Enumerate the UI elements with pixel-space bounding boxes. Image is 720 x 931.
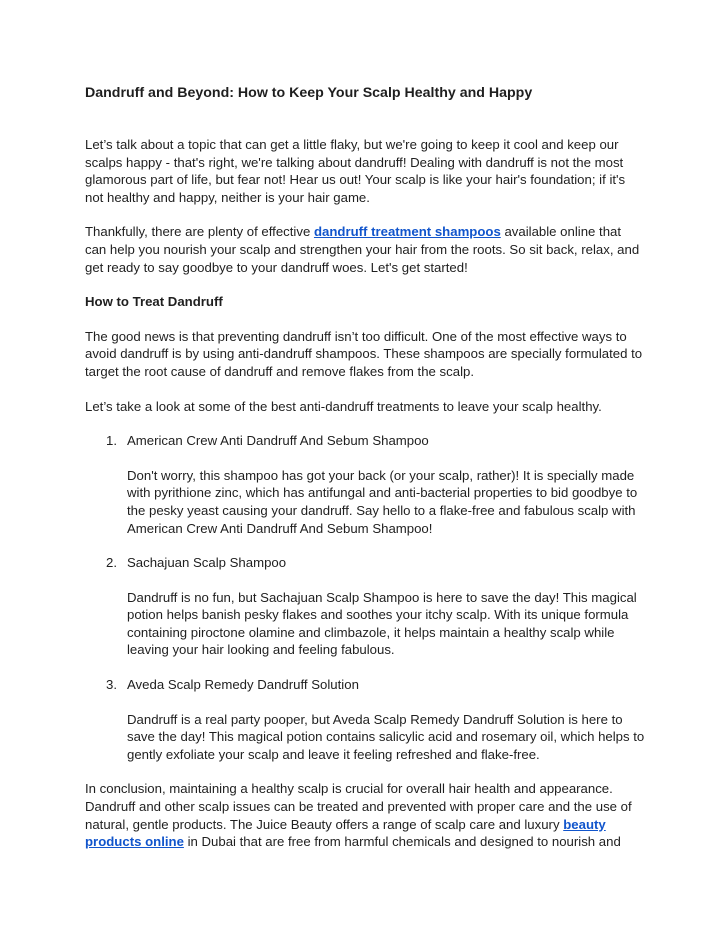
list-item: [85, 432, 645, 537]
list-item-title: American Crew Anti Dandruff And Sebum Shampoo: [127, 433, 429, 449]
list-item: [85, 676, 645, 763]
list-number: 1.: [106, 433, 117, 449]
dandruff-shampoos-link[interactable]: dandruff treatment shampoos: [313, 224, 501, 240]
document-page: [85, 84, 645, 868]
shampoo-text-after: available online that can help you nourish your scalp and strengthen your hair from the roots. So sit back, relax, and get ready to say goodbye to your dandruff woes. Let's get started!: [85, 224, 640, 275]
list-item-title: Sachajuan Scalp Shampoo: [127, 555, 287, 571]
intro-paragraph: Let’s talk about a topic that can get a little flaky, but we're going to keep it cool and keep our scalps happy - that's right, we're talking about dandruff! Dealing with dandruff is not the most glamorous part of life, but fear not! Hear us out! Your scalp is like your hair's foundation; if it's not healthy and happy, neither is your hair game.: [85, 137, 626, 205]
conclusion-text-before: In conclusion, maintaining a healthy scalp is crucial for overall hair health and appearance. Dandruff and other scalp issues can be treated and prevented with proper care and the use of natural, gentle products. The Juice Beauty offers a range of scalp care and luxury: [85, 781, 632, 832]
list-item-body: Don't worry, this shampoo has got your back (or your scalp, rather)! It is specially made with pyrithione zinc, which has antifungal and anti-bacterial properties to bid goodbye to the pesky yeast causing your dandruff. Say hello to a flake-free and fabulous scalp with American Crew Anti Dandruff And Sebum Shampoo!: [127, 467, 638, 536]
list-item: [85, 554, 645, 659]
document-title: Dandruff and Beyond: How to Keep Your Scalp Healthy and Happy: [85, 85, 533, 101]
prevention-paragraph: The good news is that preventing dandruff isn’t too difficult. One of the most effective ways to avoid dandruff is by using anti-dandruff shampoos. These shampoos are specially formulated to target the root cause of dandruff and remove flakes from the scalp.: [85, 328, 643, 379]
list-number: 2.: [106, 555, 117, 571]
conclusion-text-after: in Dubai that are free from harmful chemicals and designed to nourish and: [183, 834, 621, 850]
conclusion-paragraph: [85, 780, 645, 850]
section-heading: How to Treat Dandruff: [85, 294, 223, 310]
beauty-products-link[interactable]: beauty products online: [85, 816, 606, 850]
list-item-body: Dandruff is a real party pooper, but Aveda Scalp Remedy Dandruff Solution is here to save the day! This magical potion contains salicylic acid and rosemary oil, which helps to gently exfoliate your scalp and leave it feeling refreshed and flake-free.: [127, 711, 645, 762]
list-item-title: Aveda Scalp Remedy Dandruff Solution: [127, 677, 359, 693]
shampoo-paragraph: [85, 223, 645, 276]
shampoo-text-before: Thankfully, there are plenty of effective: [85, 224, 314, 240]
list-number: 3.: [106, 677, 117, 693]
list-item-body: Dandruff is no fun, but Sachajuan Scalp Shampoo is here to save the day! This magical potion helps banish pesky flakes and soothes your itchy scalp. With its unique formula containing piroctone olamine and climbazole, it helps maintain a healthy scalp while leaving your hair looking and feeling fabulous.: [127, 589, 637, 658]
treatments-intro-paragraph: Let’s take a look at some of the best anti-dandruff treatments to leave your scalp healthy.: [85, 398, 602, 414]
